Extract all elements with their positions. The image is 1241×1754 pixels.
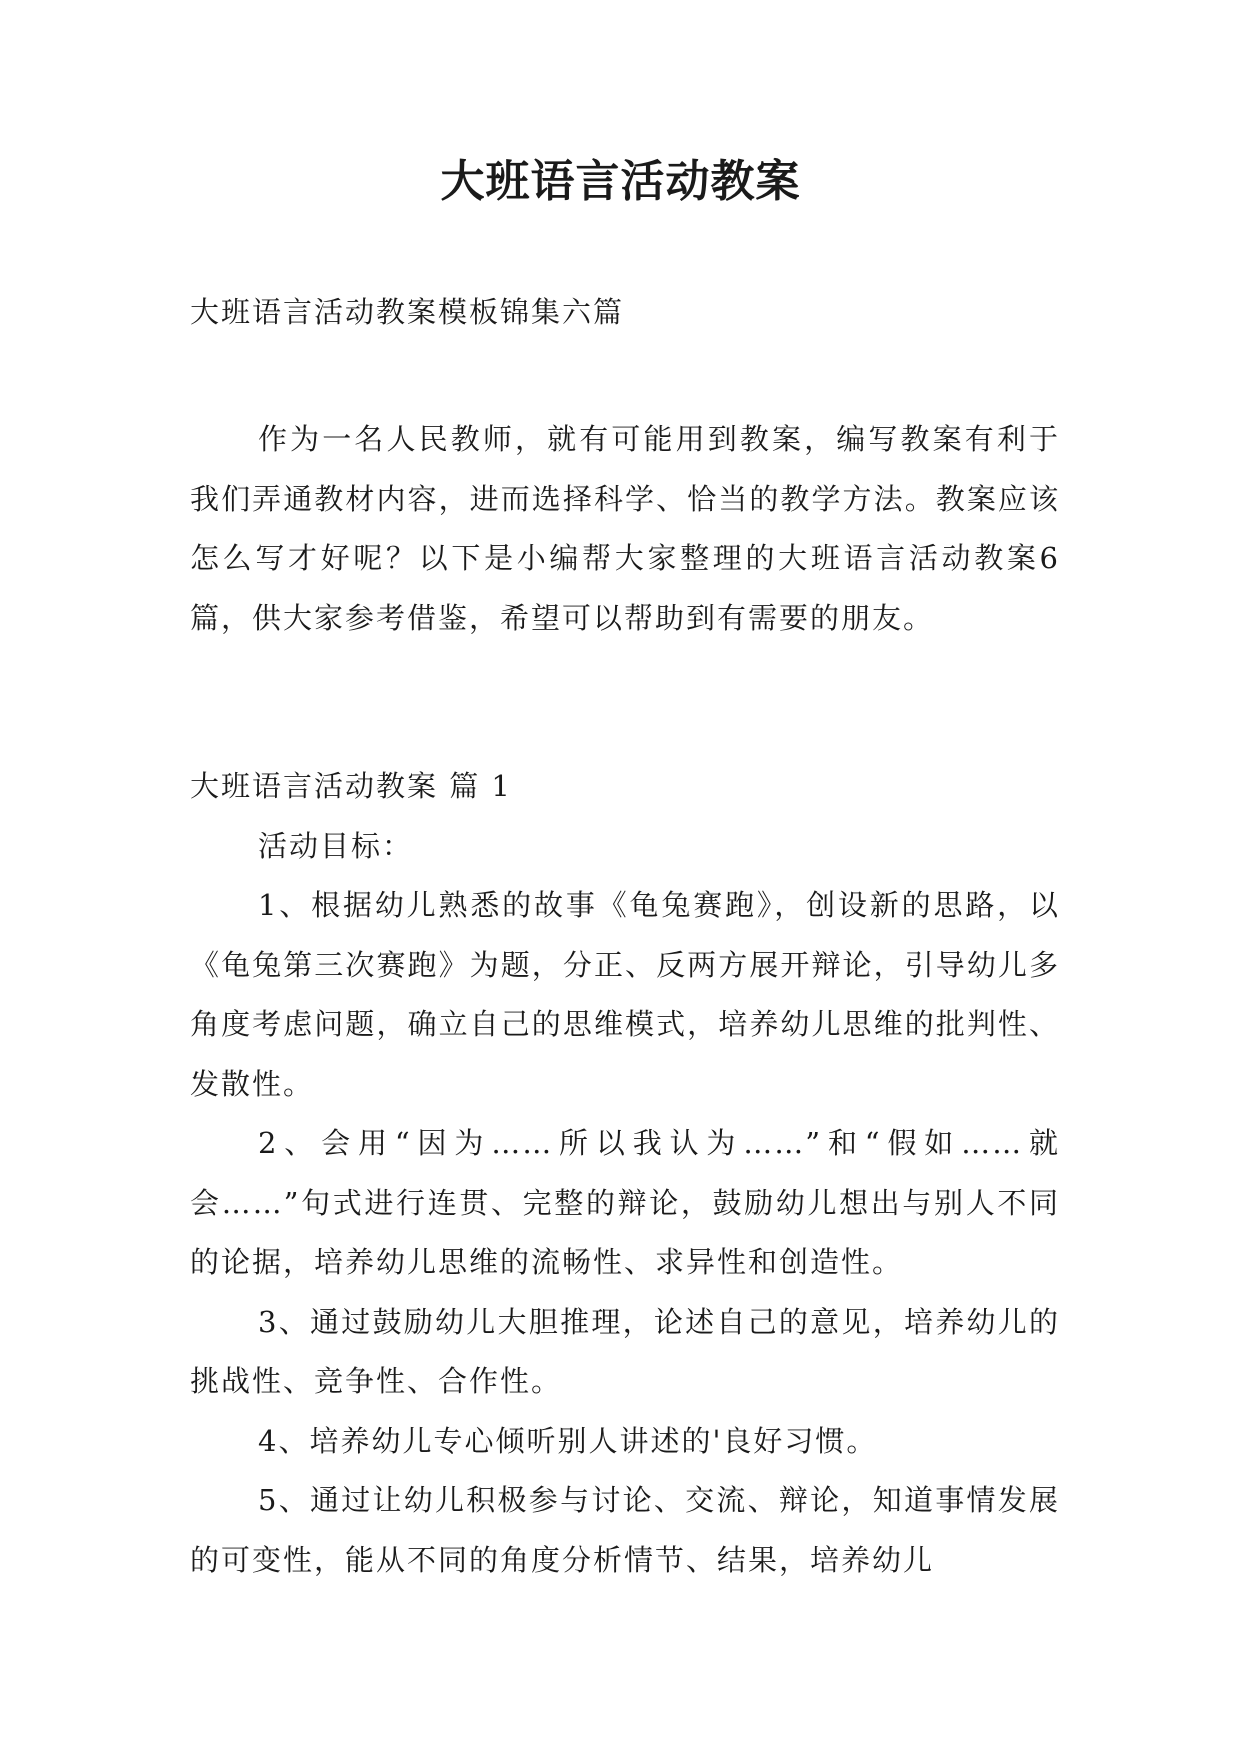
goal-paragraph: 5、通过让幼儿积极参与讨论、交流、辩论，知道事情发展的可变性，能从不同的角度分析情节、结果，培养幼儿 bbox=[190, 1483, 1060, 1577]
document-subtitle: 大班语言活动教案模板锦集六篇 bbox=[190, 295, 625, 329]
section-heading: 大班语言活动教案 篇 1 bbox=[190, 769, 512, 803]
goal-paragraph: 2、会用“因为……所以我认为……”和“假如……就会……”句式进行连贯、完整的辩论，鼓励幼儿想出与别人不同的论据，培养幼儿思维的流畅性、求异性和创造性。 bbox=[190, 1126, 1060, 1279]
section-body bbox=[190, 818, 1060, 1590]
document-title: 大班语言活动教案 bbox=[440, 156, 801, 207]
goal-paragraph: 3、通过鼓励幼儿大胆推理，论述自己的意见，培养幼儿的挑战性、竞争性、合作性。 bbox=[190, 1304, 1060, 1398]
goal-paragraph: 4、培养幼儿专心倾听别人讲述的'良好习惯。 bbox=[258, 1423, 878, 1458]
goal-paragraph: 1、根据幼儿熟悉的故事《龟兔赛跑》，创设新的思路，以《龟兔第三次赛跑》为题，分正、反两方展开辩论，引导幼儿多角度考虑问题，确立自己的思维模式，培养幼儿思维的批判性、发散性。 bbox=[190, 888, 1060, 1101]
intro-paragraph: 作为一名人民教师，就有可能用到教案，编写教案有利于我们弄通教材内容，进而选择科学、恰当的教学方法。教案应该怎么写才好呢？以下是小编帮大家整理的大班语言活动教案6篇，供大家参考借鉴，希望可以帮助到有需要的朋友。 bbox=[190, 422, 1060, 635]
goals-label: 活动目标： bbox=[258, 829, 414, 863]
